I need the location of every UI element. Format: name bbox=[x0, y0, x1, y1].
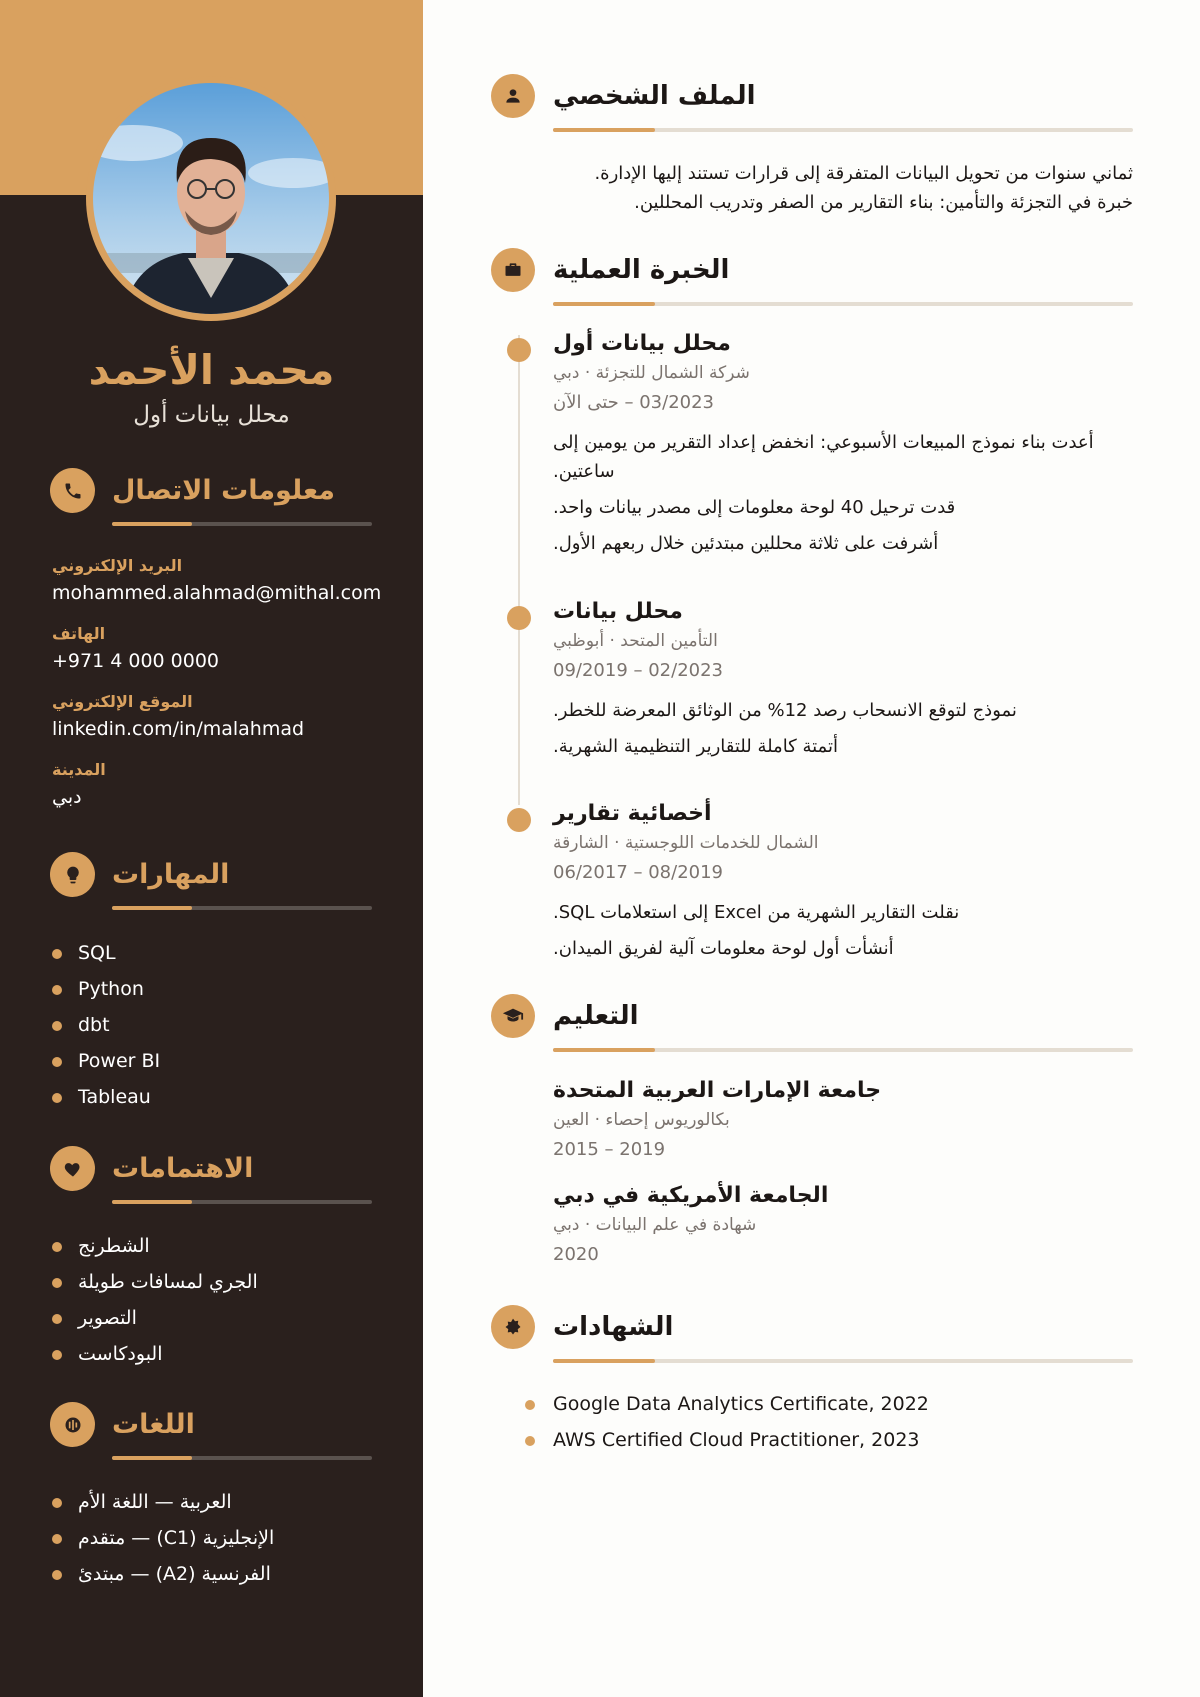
person-name: محمد الأحمد bbox=[88, 346, 335, 394]
city-label: المدينة bbox=[52, 760, 106, 779]
person-icon bbox=[491, 74, 535, 118]
job-entry bbox=[553, 331, 1133, 565]
phone-icon bbox=[50, 468, 95, 513]
timeline-line bbox=[518, 335, 520, 805]
section-divider bbox=[112, 906, 372, 910]
languages-list bbox=[52, 1487, 382, 1595]
education-section-title: التعليم bbox=[553, 1001, 639, 1031]
email-value[interactable]: mohammed.alahmad@mithal.com bbox=[52, 582, 382, 604]
job-dates: 03/2023 – حتى الآن bbox=[553, 392, 714, 413]
languages-section-header bbox=[50, 1402, 372, 1472]
list-item: البودكاست bbox=[52, 1339, 382, 1375]
section-divider bbox=[112, 1200, 372, 1204]
job-dates: 09/2019 – 02/2023 bbox=[553, 660, 723, 681]
job-title: محلل بيانات bbox=[553, 599, 683, 624]
profile-line: خبرة في التجزئة والتأمين: بناء التقارير من الصفر وتدريب المحللين. bbox=[634, 192, 1133, 213]
experience-section-title: الخبرة العملية bbox=[553, 255, 730, 285]
sidebar bbox=[0, 0, 423, 1697]
person-role: محلل بيانات أول bbox=[133, 402, 290, 428]
timeline-dot bbox=[507, 808, 531, 832]
school-name: الجامعة الأمريكية في دبي bbox=[553, 1183, 829, 1208]
phone-label: الهاتف bbox=[52, 624, 106, 643]
list-item: الجري لمسافات طويلة bbox=[52, 1267, 382, 1303]
job-dates: 06/2017 – 08/2019 bbox=[553, 862, 723, 883]
award-icon bbox=[491, 1305, 535, 1349]
profile-summary bbox=[553, 159, 1133, 217]
website-label: الموقع الإلكتروني bbox=[52, 692, 193, 711]
briefcase-icon bbox=[491, 248, 535, 292]
graduation-cap-icon bbox=[491, 994, 535, 1038]
degree: شهادة في علم البيانات · دبي bbox=[553, 1215, 757, 1235]
interests-list bbox=[52, 1231, 382, 1375]
job-company: شركة الشمال للتجزئة · دبي bbox=[553, 363, 750, 383]
list-item: الفرنسية (A2) — مبتدئ bbox=[52, 1559, 382, 1595]
phone-value[interactable]: +971 4 000 0000 bbox=[52, 650, 220, 672]
list-item: العربية — اللغة الأم bbox=[52, 1487, 382, 1523]
section-divider bbox=[553, 1048, 1133, 1052]
education-entry bbox=[553, 1078, 1133, 1169]
job-achievement: نقلت التقارير الشهرية من Excel إلى استعلامات SQL. bbox=[553, 902, 960, 923]
main-content bbox=[423, 0, 1200, 1697]
email-label: البريد الإلكتروني bbox=[52, 556, 183, 575]
experience-section-header bbox=[491, 248, 1131, 318]
certificates-section-header bbox=[491, 1305, 1131, 1375]
job-company: التأمين المتحد · أبوظبي bbox=[553, 631, 718, 651]
avatar-photo bbox=[93, 83, 329, 314]
education-dates: 2020 bbox=[553, 1244, 599, 1265]
list-item: SQL bbox=[52, 938, 382, 974]
list-item: Power BI bbox=[52, 1046, 382, 1082]
school-name: جامعة الإمارات العربية المتحدة bbox=[553, 1078, 882, 1103]
interests-section-title: الاهتمامات bbox=[112, 1153, 254, 1184]
list-item: Google Data Analytics Certificate, 2022 bbox=[525, 1389, 1125, 1425]
list-item: الشطرنج bbox=[52, 1231, 382, 1267]
job-company: الشمال للخدمات اللوجستية · الشارقة bbox=[553, 833, 819, 853]
interests-section-header bbox=[50, 1146, 372, 1216]
section-divider bbox=[553, 128, 1133, 132]
job-achievement: أنشأت أول لوحة معلومات آلية لفريق الميدان. bbox=[553, 938, 894, 959]
profile-section-header bbox=[491, 74, 1131, 144]
job-title: محلل بيانات أول bbox=[553, 331, 731, 356]
skills-section-header bbox=[50, 852, 372, 922]
heart-icon bbox=[50, 1146, 95, 1191]
job-achievement: أتمتة كاملة للتقارير التنظيمية الشهرية. bbox=[553, 736, 838, 757]
section-divider bbox=[112, 1456, 372, 1460]
job-entry bbox=[553, 599, 1133, 768]
skills-section-title: المهارات bbox=[112, 859, 230, 890]
languages-section-title: اللغات bbox=[112, 1409, 195, 1440]
skills-list bbox=[52, 938, 382, 1118]
list-item: التصوير bbox=[52, 1303, 382, 1339]
contact-section-title: معلومات الاتصال bbox=[112, 475, 335, 506]
list-item: AWS Certified Cloud Practitioner, 2023 bbox=[525, 1425, 1125, 1461]
certificates-section-title: الشهادات bbox=[553, 1312, 674, 1342]
education-entry bbox=[553, 1183, 1133, 1274]
job-entry bbox=[553, 801, 1133, 970]
section-divider bbox=[553, 1359, 1133, 1363]
profile-section-title: الملف الشخصي bbox=[553, 81, 756, 111]
list-item: الإنجليزية (C1) — متقدم bbox=[52, 1523, 382, 1559]
timeline-dot bbox=[507, 606, 531, 630]
education-dates: 2015 – 2019 bbox=[553, 1139, 666, 1160]
job-achievement: نموذج لتوقع الانسحاب رصد 12% من الوثائق المعرضة للخطر. bbox=[553, 700, 1017, 721]
list-item: Tableau bbox=[52, 1082, 382, 1118]
lightbulb-icon bbox=[50, 852, 95, 897]
job-title: أخصائية تقارير bbox=[553, 801, 712, 826]
degree: بكالوريوس إحصاء · العين bbox=[553, 1110, 730, 1130]
certificates-list bbox=[525, 1389, 1125, 1461]
contact-list bbox=[52, 556, 392, 828]
section-divider bbox=[112, 522, 372, 526]
job-achievement: أشرفت على ثلاثة محللين مبتدئين خلال ربعهم الأول. bbox=[553, 533, 939, 554]
contact-section-header bbox=[50, 468, 372, 538]
website-value[interactable]: linkedin.com/in/malahmad bbox=[52, 718, 305, 740]
job-achievement: قدت ترحيل 40 لوحة معلومات إلى مصدر بيانات واحد. bbox=[553, 497, 956, 518]
section-divider bbox=[553, 302, 1133, 306]
avatar bbox=[86, 76, 336, 321]
language-icon bbox=[50, 1402, 95, 1447]
job-achievement: أعدت بناء نموذج المبيعات الأسبوعي: انخفض إعداد التقرير من يومين إلى ساعتين. bbox=[553, 432, 1094, 482]
city-value: دبي bbox=[52, 786, 82, 808]
list-item: Python bbox=[52, 974, 382, 1010]
profile-line: ثماني سنوات من تحويل البيانات المتفرقة إلى قرارات تستند إليها الإدارة. bbox=[594, 163, 1133, 184]
education-section-header bbox=[491, 994, 1131, 1064]
timeline-dot bbox=[507, 338, 531, 362]
list-item: dbt bbox=[52, 1010, 382, 1046]
